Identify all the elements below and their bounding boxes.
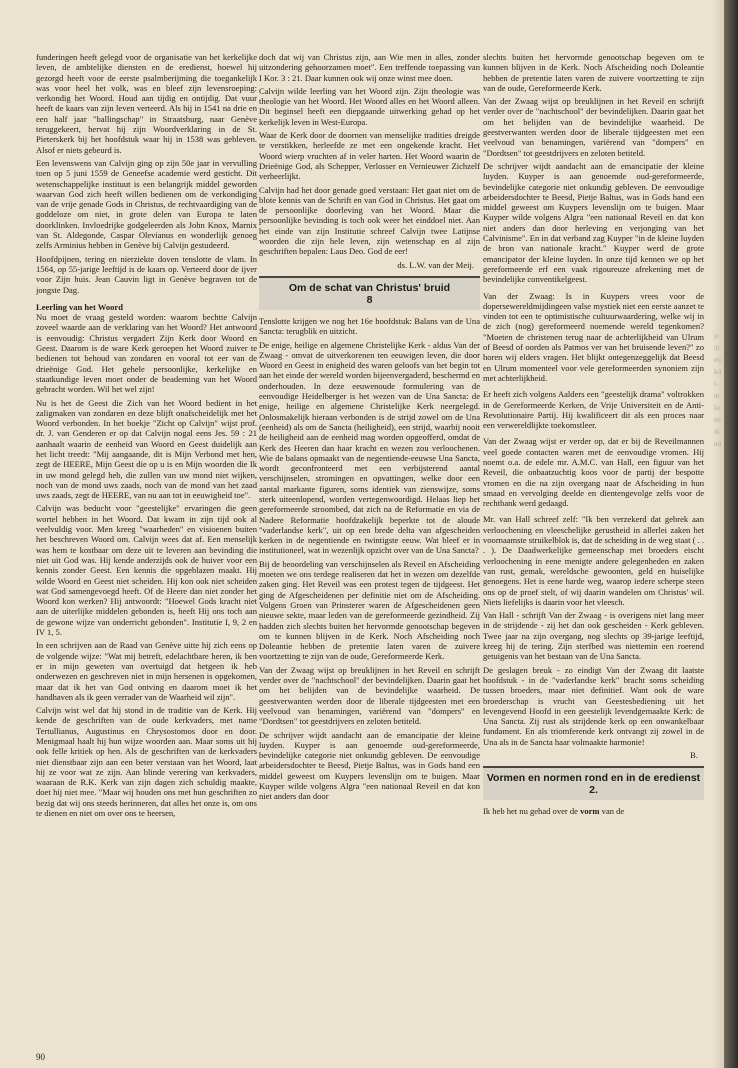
column-2 — [259, 52, 480, 1052]
article-paragraph: Calvijn was beducht voor "geestelijke" ervaringen die geen wortel hebben in het Woord. Dat kwam in zijn tijd ook al veelvuldig voor. Men kreeg "waarheden" en visioenen buiten het beschreven Woord om. Calvijn wees dat af. Een menselijk was hem te kostbaar om deze uit te leveren aan bevinding die niet uit God was. Hij kende anderzijds ook de huiver voor een kennis zonder Geest. Een kennis die opgeblazen maakt. Hij wilde Woord en Geest niet scheiden. Hij kon ook niet scheiden wat God samengevoegd heeft. Of de Heere dan niet zonder het Woord kon werken? Hij antwoordt: "Hoewel Gods kracht niet aan de uiterlijke middelen gebonden is, heeft Hij ons toch aan de gewone wijze van onderricht gebonden". Institutie I, 9, 2 en IV 1, 5. — [36, 503, 257, 638]
article-paragraph: Tenslotte krijgen we nog het 16e hoofdstuk: Balans van de Una Sancta: terugblik en uitzicht. — [259, 315, 480, 337]
article-paragraph: Calvijn wist wel dat hij stond in de traditie van de Kerk. Hij kende de geschriften van de oude kerkvaders, met name Tertullianus, Augustinus en Chrysostomos door en door. Menigmaal haalt hij hun wijze woorden aan. Maar soms uit hij ook felle kritiek op hen. Als de geschriften van de kerkvaders niet dienstbaar zijn aan een beter verstaan van het Woord, laat hij ze voor wat ze zijn. Aan blinde verering van kerkvaders, waaraan de R.K. Kerk van zijn dagen zich schuldig maakte, doet hij niet mee. "Maar wij houden ons met hun geschriften zo bezig dat wij ons steeds herinneren, dat alles het onze is, om ons te dienen en niet om over ons te heersen, — [36, 705, 257, 819]
column-1 — [36, 52, 257, 1052]
article-paragraph — [483, 806, 704, 816]
article-paragraph: Calvijn had het door genade goed verstaan: Het gaat niet om de blote kennis van de Schrift en van God in Christus. Het gaat om de persoonlijke doorleving van het Woord. Maar die persoonlijke bevinding is toch ook weer het einddoel niet. Aan het einde van zijn Institutie schreef Calvijn twee Latijnse woorden die zijn hele leven, zijn wetenschap en al zijn geschriften bepalen: Laus Deo. God de eer! — [259, 184, 480, 257]
article-paragraph: Nu moet de vraag gesteld worden: waarom bechtte Calvijn zoveel waarde aan de verklaring van het Woord? Het antwoord is eenvoudig: Christus vergadert Zijn Kerk door Woord en Geest. Daarom is de ware Kerk geroepen het Woord zuiver te bedienen tot behoud van zondaren en vooral tot eer van de drieënige God. Het gehele persoonlijke, kerkelijke en staatkundige leven moet onder de beademing van het Woord gebracht worden. Wil het wel zijn! — [36, 312, 257, 395]
article-paragraph: Van der Zwaag wijst op breuklijnen in het Reveil en schrijft verder over de "nachtschool" der bevindelijken. Daarin gaat het om het belijden van de bevindelijke waarheid. De geestverwanten werden door de liberale tijdgeesten met een veelvoud van benamingen, variërend van "dompers" en "Dordtsen" tot geestdrijvers en zeloten betiteld. — [259, 664, 480, 727]
section-subheading: Leerling van het Woord — [36, 301, 123, 312]
article-number: 8 — [366, 293, 373, 306]
article-paragraph: De schrijver wijdt aandacht aan de emancipatie der kleine luyden. Kuyper is aan genoemde oud-gereformeerde, bevindelijke categorie niet onkundig gebleven. De eenvoudige arbeidersdochter te Beesd, Pietje Baltus, was in Gods hand een middel geweest om Kuypers levenslijn om te buigen. Maar Kuyper wilde volgens Algra "een nationaal Reveil en dat kon niet anders dan door herleving en verjonging van het Calvinisme". En in dat verband zag Kuyper "in de kleine luyden de bron van nationale kracht." Kuyper werd de grote emancipator der kleine luyden. In onze tijd kennen we op het gereformeerde erf een vaak rigoureuze afrekening met de bevindelijke conventikelgeest. — [483, 160, 704, 285]
article-number: 2. — [589, 784, 598, 797]
author-signature: B. — [690, 750, 698, 760]
article-paragraph: De schrijver wijdt aandacht aan de emancipatie der kleine luyden. Kuyper is aan genoemde oud-gereformeerde, bevindelijke categorie niet onkundig gebleven. De eenvoudige arbeidersdochter te Beesd, Pietje Baltus, was in Gods hand een middel geweest om Kuypers levenslijn om te buigen. Maar Kuyper wilde volgens Algra "een nationaal Reveil en dat kon niet anders dan door — [259, 729, 480, 802]
page-gutter — [712, 0, 724, 1068]
article-paragraph: Van der Zwaag wijst op breuklijnen in het Reveil en schrijft verder over de "nachtschool" der bevindelijken. Daarin gaat het om het belijden van de bevindelijke waarheid. De geestverwanten werden door de liberale tijdgeesten met een veelvoud van benamingen, variërend van "dompers" en "Dordtsen" tot geestdrijvers en zeloten betiteld. — [483, 96, 704, 158]
article-paragraph: Mr. van Hall schreef zelf: "Ik ben verzekerd dat gebrek aan verloochening en vleeschelijke gerustheid in allerlei zaken het voornaamste struikelblok is, dat de scheiding in de weg staat ( . . . ). De Daadwerkelijke gemeenschap met broeders eischt verloochening in eene menigte andere gelegenheden en zaken van rust, gemak, wereldsche gewoonten, geld en huiselijke genoegens. Het is eene harde weg, waarop iedere scherpe steen ons op de proef stelt, of wij daarin wandelen om Christus' wil. Niets liefelijks is daarin voor het vleesch. — [483, 514, 704, 607]
article-paragraph: De enige, heilige en algemene Christelijke Kerk - aldus Van der Zwaag - omvat de uitverkorenen ten eeuwigen leven, die door Woord en Geest in enigheid des waren geloofs van het begin tot aan het einde der wereld worden bijeenvergaderd, beschermd en onderhouden. In deze eeuwenoude formulering van de eenvoudige Heidelberger is het wezen van de Una Sancta: de enige, heilige en algemene Christelijke Kerk neergelegd. Onlosmakelijk hieraan verbonden is de strijd zowel om de Una (eenheid) als om de Sancta (heiligheid), een strijd, waarbij nooit de heiligheid aan de eenheid mag worden opgeofferd, omdat de Kerk des Heeren dan haar kracht en wezen zou verloochenen. Wie de balans opmaakt van de negentiende-eeuwse Una Sancta, wordt geconfronteerd met een verbijsterend aantal verschijnselen, stromingen en opvattingen, welke door een aantal markante figuren, soms identiek van zienswijze, soms sterk uiteenlopend, worden vertegenwoordigd. Helaas liep het gereformeerde stroombed, dat zich na de Reformatie en via de Nadere Reformatie hoofdzakelijk beperkte tot de aloude "vaderlandse kerk", uit op een brede delta van afgescheiden kerken in de negentiende en twintigste eeuw. Wat bleef er in institutioneel, wat in wezenlijk opzicht over van de Una Sancta? — [259, 339, 480, 556]
article-title-box — [259, 276, 480, 310]
article-paragraph: Nu is het de Geest die Zich van het Woord bedient in het zaligmaken van zondaren en deze blijft onafscheidelijk met het Woord verbonden. In het boekje "Zicht op Calvijn" wijst prof. dr. J. van Genderen er op dat Calvijn nogal eens Jes. 59 : 21 aanhaalt waarin de eenheid van Woord en Geest duidelijk aan het licht treedt: "Mij aangaande, dit is Mijn Verbond met hen, zegt de HEERE, Mijn Geest die op u is en Mijn woorden die Ik in uw mond gelegd heb, die zullen van uw mond niet wijken, noch van de mond uws zaads, noch van de mond van het zaad uws zaads, zegt de HEERE, van nu aan tot in eeuwigheid toe". — [36, 397, 257, 501]
text-run-bold: vorm — [580, 806, 600, 817]
article-paragraph: slechts buiten het hervormde genootschap begeven om te kunnen blijven in de Kerk. Noch Afscheiding noch Doleantie hebben de pretentie laten varen de zuivere voortzetting te zijn van de oude, Gereformeerde Kerk. — [483, 52, 704, 93]
text-run: van de — [599, 806, 625, 817]
article-title: Vormen en normen rond en in de eredienst — [486, 772, 701, 785]
article-paragraph: funderingen heeft gelegd voor de organisatie van het kerkelijke leven, de ambtelijke diensten en de eredienst, hoewel hij gezorgd heeft voor de eerste psalmberijming die toegankelijk was voor heel het volk, was en bleef zijn levensroeping: verkondig het Woord. Houd aan tijdig en ontijdig. Dat vuur heeft de kaars van zijn leven verteerd. Als hij in 1541 na drie en een half jaar "ballingschap" in Straatsburg, naar Genève teruggekeert, hervat hij zijn Woordverklaring in de St. Pieterskerk bij het hoofdstuk waar hij in 1538 was gebleven. Alsof er niets gebeurd is. — [36, 52, 257, 155]
article-paragraph: Van der Zwaag: Is in Kuypers vrees voor de dopersewereldmijdingeen valse mystiek niet een eerste aanzet te vinden tot een te optimistische cultuurwaardering, welke wij in de zich (nog) gereformeerd noemende wereld tegenkomen? "Moeten de christenen terug naar de achterlijkheid van Ulrum of Beesd of oorden als Patmos ver van het bruisende leven?" zo horen wij elders vragen. Het blijkt ontegenzeggelijk dat Beesd en Ulrum momenteel voor vele gereformeerden synoniem zijn met achterlijkheid. — [483, 290, 704, 383]
article-title: Om de schat van Christus' bruid — [288, 281, 451, 294]
article-paragraph: Van der Zwaag wijst er verder op, dat er bij de Reveilmannen veel goede contacten waren met de eenvoudige vromen. Hij noemt o.a. de edele mr. A.M.C. van Hall, een figuur van het Reveil, die onbaatzuchtig koos voor de partij der bespotte vromen en die na zijn overgang naar de Afscheiding in hun smaad en vervolging deelde en dientengevolge zelfs voor de rechtbank werd gedaagd. — [483, 436, 704, 509]
bleed-through-text: jedteijkdt-mkeetiiknd — [714, 332, 721, 448]
text-run: Ik heb het nu gehad over de — [483, 806, 581, 817]
article-paragraph: Er heeft zich volgens Aalders een "geestelijk drama" voltrokken in de Gereformeerde Kerken, de Vrije Universiteit en de Anti-Revolutionaire Partij. Hij kwalificeert dit als een proces naar een verwereldlijkte toekomstleer. — [483, 389, 704, 431]
article-paragraph: Een levenswens van Calvijn ging op zijn 50e jaar in vervulling toen op 5 juni 1559 de Geneefse academie werd gesticht. Dit wetenschappelijke instituut is een belangrijk middel geworden waarvan God zich heeft willen bedienen om de verkondiging van de vrije genade Gods in Christus, de rechtvaardiging van de goddeloze om niet, in grote delen van Europa te laten doorklinken. Invloedrijke godgeleerden als John Knox, Marnix van St. Aldegonde, Caspar Olevianus en wonderlijk genoeg zelfs Arminius hebben in Genève bij Calvijn gestudeerd. — [36, 157, 257, 251]
page-number: 90 — [36, 1052, 45, 1062]
article-title-box — [483, 766, 704, 800]
author-signature: ds. L.W. van der Meij. — [397, 259, 474, 270]
book-edge — [724, 0, 738, 1068]
article-paragraph: Waar de Kerk door de doornen van menselijke tradities dreigde te verstikken, herleefde ze met een ongekende kracht. Het Woord wierp vruchten af in veler harten. Het Woord waarin de Drieënige God, als Schepper, Verlosser en Vernieuwer Zichzelf verheerlijkt. — [259, 130, 480, 182]
article-paragraph: Van Hall - schrijft Van der Zwaag - is overigens niet lang meer in de strijdende - zij het dan ook gescheiden - Kerk gebleven. Twee jaar na zijn overgang, nog slechts op 39-jarige leeftijd, kreeg hij de tering. Zijn sterfbed was niettemin een roerend getuigenis van het bestaan van de Una Sancta. — [483, 610, 704, 662]
article-paragraph: In een schrijven aan de Raad van Genève uitte hij zich eens op de volgende wijze: "Wat mij betreft, edelachtbare heren, ik ben er in mijn geweten van overtuigd dat hetgeen ik heb onderwezen en geschreven niet in mijn hersenen is opgekomen, maar dat ik het van God ontving en daarom moet ik het handhaven als ik geen verrader van de Waarheid wil zijn". — [36, 640, 257, 702]
article-paragraph: Calvijn wilde leerling van het Woord zijn. Zijn theologie was theologie van het Woord. Het Woord alles en het Woord alleen. Dit beginsel heeft een diepgaande uitwerking gehad op het kerkelijk leven in West-Europa. — [259, 85, 480, 127]
article-paragraph: Hoofdpijnen, tering en nierziekte doven tenslotte de vlam. In 1564, op 55-jarige leeftijd is de kaars op. Verteerd door de ijver voor Zijn huis. Jean Cauvin ligt in Genève begraven tot de jongste Dag. — [36, 253, 257, 295]
article-paragraph: doch dat wij van Christus zijn, aan Wie men in alles, zonder uitzondering gehoorzamen moet". Een treffende toepassing van I Kor. 3 : 21. Daar kunnen ook wij onze winst mee doen. — [259, 52, 480, 83]
article-paragraph: De geslagen breuk - zo eindigt Van der Zwaag dit laatste hoofdstuk - in de "vaderlandse kerk" bracht soms scheiding tussen broeders, maar niet definitief. Want ook de ware broederschap is vrucht van Geestesbediening uit het levengevend Hoofd in een geestelijk levendgemaakte Kerk: de Una Sancta. Zij rust als strijdende kerk op een onwankelbaar fundament. En als triomferende kerk ontvangt zij zowel in de Una als in de Sancta haar volmaakte harmonie! — [483, 664, 704, 747]
column-3 — [483, 52, 704, 1052]
article-paragraph: Bij de beoordeling van verschijnselen als Reveil en Afscheiding moeten we ons terdege realiseren dat het in wezen om dezelfde zaken ging. Het Reveil was een protest tegen de tijdgeest. Het ging de Afgescheidenen per definitie niet om de Afscheiding. Volgens Groen van Prinsterer waren de Afgescheidenen geen nieuwe sekte, maar leden van de gereformeerde gezindheid. Zij hadden zich slechts buiten het hervormde genootschap begeven om te kunnen blijven in de Kerk. Noch Afscheiding noch Doleantie hebben de pretentie laten varen de zuivere voortzetting te zijn van de oude, Gereformeerde Kerk. — [259, 558, 480, 662]
